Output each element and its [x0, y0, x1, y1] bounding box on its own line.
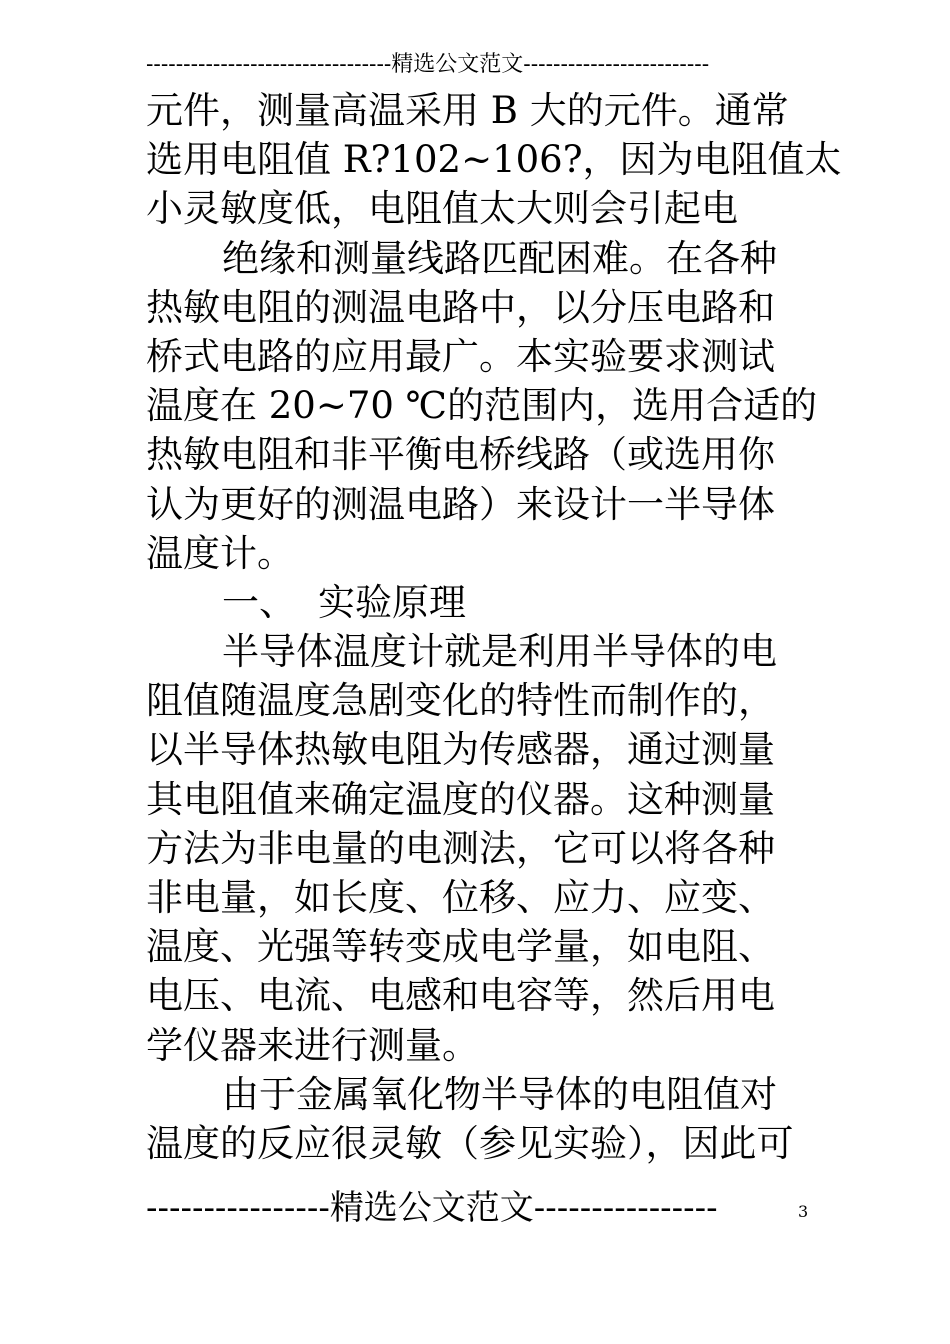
principle-line: 其电阻值来确定温度的仪器。这种测量 [146, 777, 775, 821]
final-line: 温度的反应很灵敏（参见实验），因此可 [146, 1121, 794, 1165]
principle-line: 半导体温度计就是利用半导体的电 [222, 630, 777, 674]
principle-line: 电压、电流、电感和电容等，然后用电 [146, 974, 775, 1018]
page-footer: ----------------精选公文范文---------------- [146, 1188, 718, 1228]
principle-line: 方法为非电量的电测法，它可以将各种 [146, 826, 775, 870]
body-line: 元件，测量高温采用 B 大的元件。通常 [146, 89, 789, 132]
section-title: 实验原理 [318, 580, 466, 624]
section-number: 一、 [222, 580, 296, 624]
principle-line: 非电量，如长度、位移、应力、应变、 [146, 876, 775, 919]
page-number: 3 [798, 1202, 809, 1221]
principle-line: 学仪器来进行测量。 [146, 1023, 479, 1067]
principle-line: 阻值随温度急剧变化的特性而制作的， [146, 679, 775, 723]
final-line: 由于金属氧化物半导体的电阻值对 [222, 1072, 777, 1116]
document-body [146, 86, 842, 1168]
section-heading [146, 578, 808, 627]
body-line: 温度在 20~70 ℃的范围内，选用合适的 [146, 384, 818, 428]
body-line: 温度计。 [146, 531, 294, 575]
body-line: 热敏电阻和非平衡电桥线路（或选用你 [146, 433, 775, 477]
body-line: 热敏电阻的测温电路中，以分压电路和 [146, 285, 775, 329]
principle-line: 温度、光强等转变成电学量，如电阻、 [146, 925, 775, 969]
body-line: 选用电阻值 R?102~106?，因为电阻值太 [146, 138, 842, 182]
body-line: 小灵敏度低，电阻值太大则会引起电 [146, 187, 738, 231]
principle-line: 以半导体热敏电阻为传感器，通过测量 [146, 728, 775, 772]
body-line: 桥式电路的应用最广。本实验要求测试 [146, 334, 775, 378]
body-line: 绝缘和测量线路匹配困难。在各种 [222, 236, 777, 280]
page-header: ---------------------------------精选公文范文------------------------- [146, 52, 710, 77]
body-line: 认为更好的测温电路）来设计一半导体 [146, 482, 775, 526]
